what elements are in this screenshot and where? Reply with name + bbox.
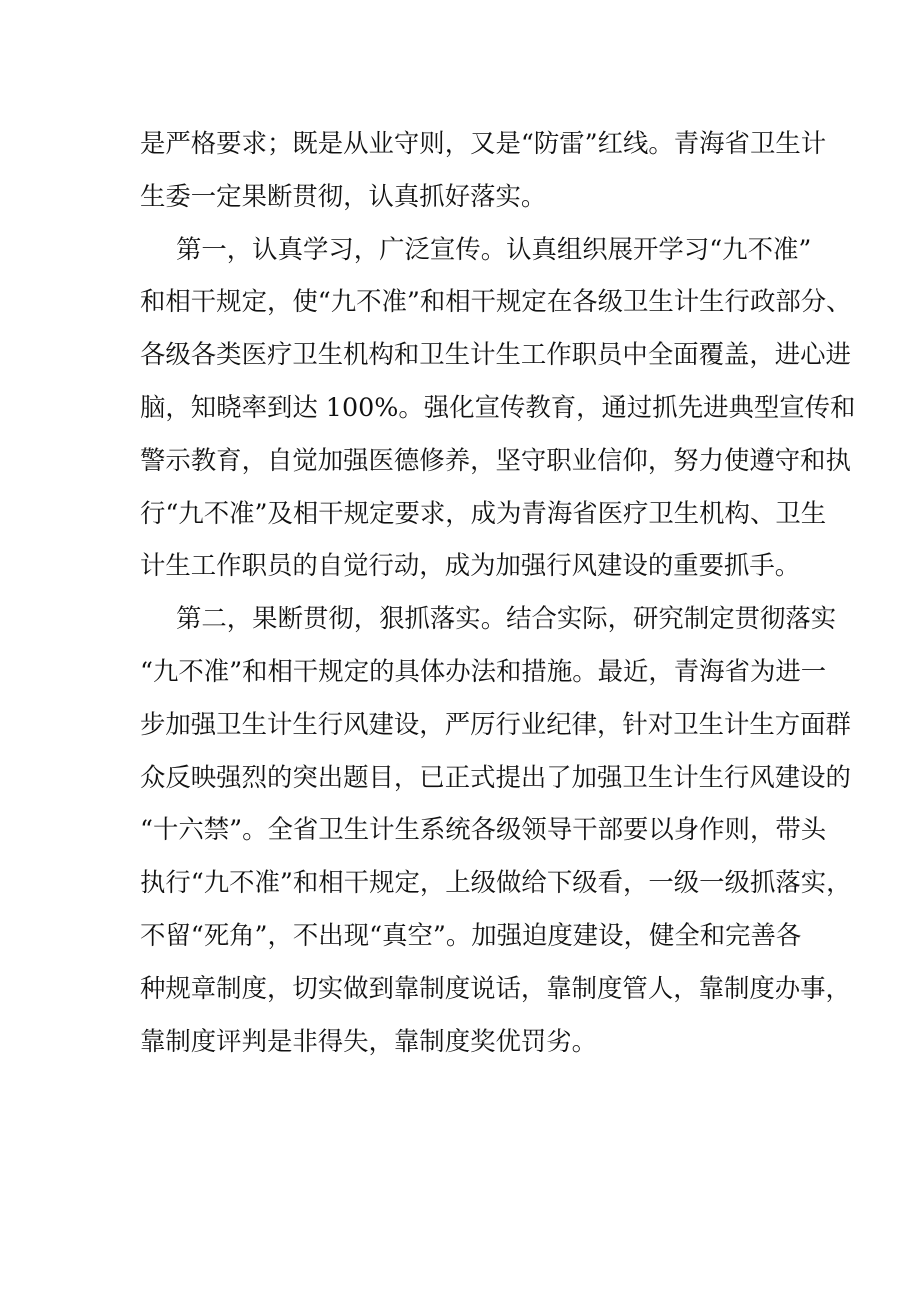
text-line: 各级各类医疗卫生机构和卫生计生工作职员中全面覆盖，进心进	[140, 339, 851, 370]
text-line: 执行“九不准”和相干规定，上级做给下级看，一级一级抓落实，	[140, 867, 852, 898]
text-line: 不留“死角”，不出现“真空”。加强迫度建设，健全和完善各	[140, 919, 802, 950]
text-line: 种规章制度，切实做到靠制度说话，靠制度管人，靠制度办事，	[140, 972, 851, 1003]
text-line: 靠制度评判是非得失，靠制度奖优罚劣。	[140, 1025, 598, 1056]
text-line: “十六禁”。全省卫生计生系统各级领导干部要以身作则，带头	[140, 814, 827, 845]
text-line: 脑，知晓率到达 100%。强化宣传教育，通过抓先进典型宣传和	[140, 391, 856, 422]
text-line: 第二，果断贯彻，狠抓落实。结合实际，研究制定贯彻落实	[176, 603, 837, 634]
text-line: 众反映强烈的突出题目，已正式提出了加强卫生计生行风建设的	[140, 761, 851, 792]
paragraph-first	[140, 223, 856, 593]
paragraph-intro-tail	[140, 117, 827, 223]
text-line: 和相干规定，使“九不准”和相干规定在各级卫生计生行政部分、	[140, 286, 852, 317]
body-text	[140, 117, 856, 1067]
text-line: 行“九不准”及相干规定要求，成为青海省医疗卫生机构、卫生	[140, 497, 827, 528]
text-line: “九不准”和相干规定的具体办法和措施。最近，青海省为进一	[140, 655, 827, 686]
text-line: 警示教育，自觉加强医德修养，坚守职业信仰，努力使遵守和执	[140, 444, 851, 475]
text-line: 第一，认真学习，广泛宣传。认真组织展开学习“九不准”	[176, 233, 812, 264]
text-line: 步加强卫生计生行风建设，严厉行业纪律，针对卫生计生方面群	[140, 708, 851, 739]
text-line: 计生工作职员的自觉行动，成为加强行风建设的重要抓手。	[140, 550, 801, 581]
paragraph-second	[140, 592, 852, 1067]
text-line: 生委一定果断贯彻，认真抓好落实。	[140, 180, 547, 211]
text-line: 是严格要求；既是从业守则，又是“防雷”红线。青海省卫生计	[140, 128, 827, 158]
